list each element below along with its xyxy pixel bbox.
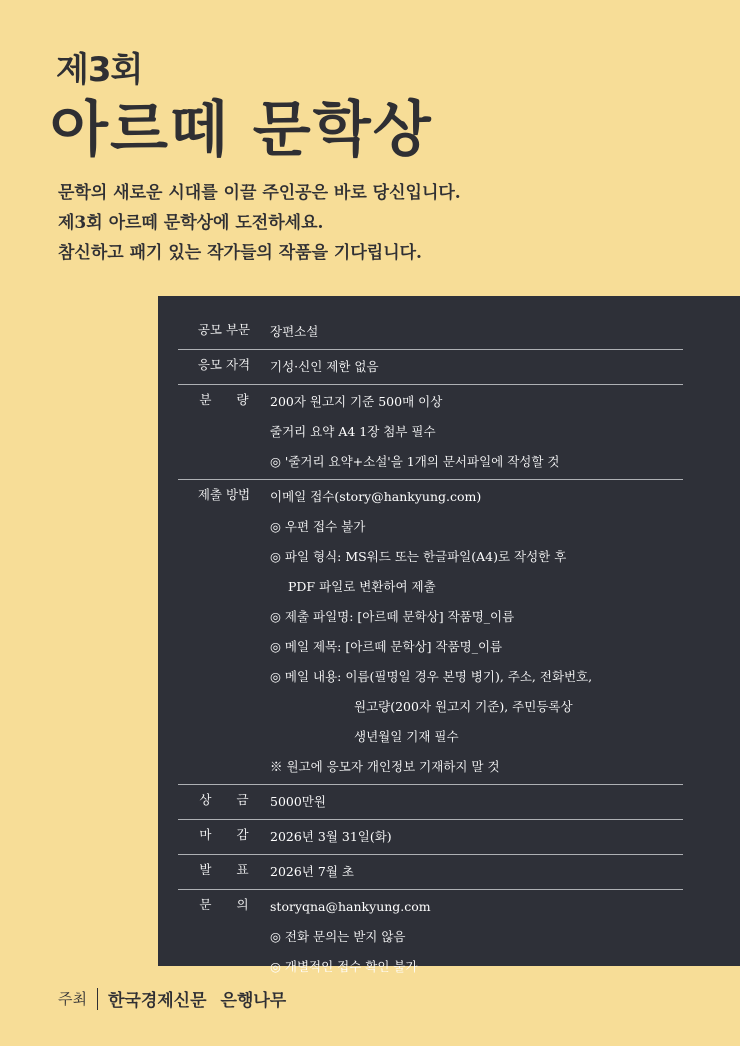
row-value: ◎ '줄거리 요약+소설'을 1개의 문서파일에 작성할 것 <box>270 454 560 469</box>
row-inquiry <box>178 889 683 984</box>
details-panel <box>158 296 740 974</box>
intro-text <box>58 178 698 268</box>
row-value: PDF 파일로 변환하여 제출 <box>288 579 436 594</box>
row-value: 2026년 3월 31일(화) <box>270 829 392 844</box>
row-eligibility <box>178 349 683 384</box>
row-label: 마 감 <box>199 827 249 842</box>
row-value: 줄거리 요약 A4 1장 첨부 필수 <box>270 424 436 439</box>
row-value: 5000만원 <box>270 794 326 809</box>
page-title: 아르떼 문학상 <box>50 95 433 165</box>
row-value: ◎ 파일 형식: MS워드 또는 한글파일(A4)로 작성한 후 <box>270 549 567 564</box>
row-submission <box>178 479 683 784</box>
row-label: 발 표 <box>199 862 249 877</box>
row-label: 공모 부문 <box>197 322 251 337</box>
intro-line: 참신하고 패기 있는 작가들의 작품을 기다립니다. <box>58 243 422 263</box>
row-label: 응모 자격 <box>197 357 251 372</box>
row-value: 생년월일 기재 필수 <box>354 729 459 744</box>
row-label: 제출 방법 <box>197 487 251 502</box>
row-announcement <box>178 854 683 889</box>
row-category <box>178 315 683 349</box>
row-value: 2026년 7월 초 <box>270 864 354 879</box>
row-value: ※ 원고에 응모자 개인정보 기재하지 말 것 <box>270 759 500 774</box>
organizer-logo-eunhaengnamu: 은행나무 <box>220 991 287 1011</box>
row-value: 원고량(200자 원고지 기준), 주민등록상 <box>354 699 573 714</box>
row-value: ◎ 우편 접수 불가 <box>270 519 366 534</box>
row-value: ◎ 개별적인 접수 확인 불가 <box>270 959 418 974</box>
row-label: 분 량 <box>199 392 249 407</box>
row-value: 기성·신인 제한 없음 <box>270 359 379 374</box>
row-deadline <box>178 819 683 854</box>
row-value: ◎ 메일 제목: [아르떼 문학상] 작품명_이름 <box>270 639 503 654</box>
row-label: 상 금 <box>199 792 249 807</box>
row-value: ◎ 메일 내용: 이름(필명일 경우 본명 병기), 주소, 전화번호, <box>270 669 593 684</box>
submission-email: 이메일 접수(story@hankyung.com) <box>270 489 482 504</box>
row-label: 문 의 <box>199 897 249 912</box>
host-label: 주최 <box>58 990 87 1008</box>
row-value: ◎ 전화 문의는 받지 않음 <box>270 929 406 944</box>
organizer-logo-hankyung: 한국경제신문 <box>107 991 207 1011</box>
details-table <box>178 315 683 984</box>
row-value: ◎ 제출 파일명: [아르떼 문학상] 작품명_이름 <box>270 609 515 624</box>
row-prize <box>178 784 683 819</box>
row-value: 200자 원고지 기준 500매 이상 <box>270 394 443 409</box>
edition-label: 제3회 <box>56 50 143 90</box>
intro-line: 문학의 새로운 시대를 이끌 주인공은 바로 당신입니다. <box>58 183 461 203</box>
footer <box>58 986 286 1011</box>
inquiry-email: storyqna@hankyung.com <box>270 899 431 914</box>
footer-divider <box>97 988 98 1010</box>
row-length <box>178 384 683 479</box>
row-value: 장편소설 <box>270 324 319 339</box>
intro-line: 제3회 아르떼 문학상에 도전하세요. <box>58 213 324 233</box>
